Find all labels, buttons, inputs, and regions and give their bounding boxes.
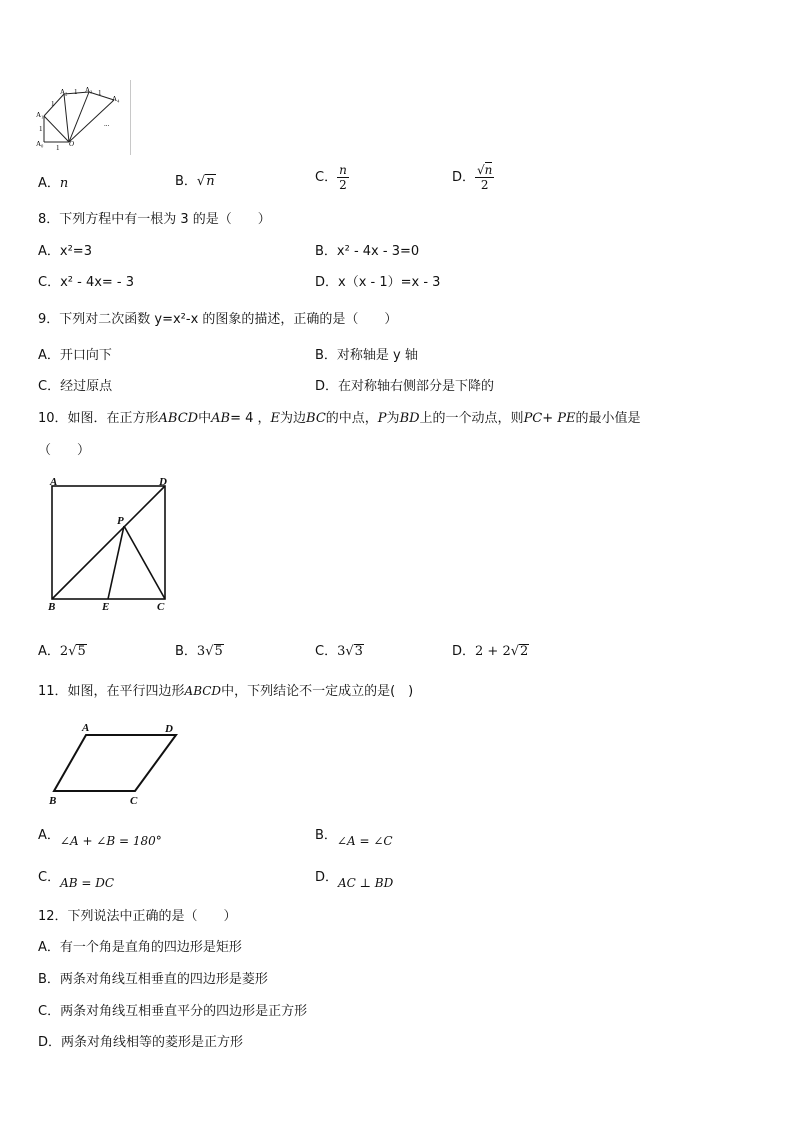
q10-stem-math: BC <box>306 411 326 426</box>
q10-stem-part: 10．如图．在正方形 <box>38 411 159 426</box>
q10-stem-part: 为 <box>386 411 400 426</box>
q10-option-a-sqrt: √ 5 <box>68 643 86 659</box>
q10-stem-math: E <box>270 411 281 426</box>
q10-option-c-radicand: 3 <box>354 643 363 659</box>
q11-option-d-expr: AC ⊥ BD <box>338 876 394 890</box>
q7-option-c-fraction <box>337 164 349 191</box>
q11-stem-before: 11．如图，在平行四边形 <box>38 684 185 699</box>
q7-option-d-den: 2 <box>480 178 489 192</box>
q11-option-b-expr: ∠A = ∠C <box>336 834 393 848</box>
q10-option-b-radicand: 5 <box>214 643 223 659</box>
q10-stem-math: PE <box>557 411 576 426</box>
q10-stem-math: ABCD <box>158 411 199 426</box>
q9-option-d: D．在对称轴右侧部分是下降的 <box>315 379 495 394</box>
q7-label-a4: A₄ <box>112 95 120 103</box>
q10-option-a-radicand: 5 <box>77 643 86 659</box>
q7-option-b <box>175 170 216 189</box>
q7-option-c-letter: C． <box>315 170 338 185</box>
q10-option-d-sqrt: √ 2 <box>510 643 529 659</box>
q10-option-a <box>38 640 87 659</box>
q11-stem-after: 中，下列结论不一定成立的是( ) <box>221 684 414 699</box>
q11-option-b <box>315 824 393 848</box>
q11-option-c-expr: AB = DC <box>60 876 115 890</box>
q7-option-c <box>315 164 349 191</box>
q9-stem: 9．下列对二次函数 y=x²-x 的图象的描述，正确的是（ ） <box>38 312 398 327</box>
q11-label-d: D <box>165 723 173 735</box>
q10-option-b-sqrt: √ 5 <box>205 643 223 659</box>
q7-label-1c: 1 <box>51 100 55 108</box>
q10-stem <box>38 407 641 426</box>
q11-option-c <box>38 866 115 890</box>
q7-label-1d: 1 <box>74 88 78 96</box>
q11-stem <box>38 680 413 699</box>
q12-option-c: C．两条对角线互相垂直平分的四边形是正方形 <box>38 1004 308 1019</box>
q8-option-a: A．x²=3 <box>38 244 92 259</box>
q10-option-c-letter: C． <box>315 644 338 659</box>
q10-stem-part: 的中点， <box>325 411 378 426</box>
q8-option-b: B．x² - 4x - 3=0 <box>315 244 420 259</box>
q10-option-a-letter: A． <box>38 644 60 659</box>
q7-label-a0: A₀ <box>36 140 44 148</box>
q10-option-b <box>175 640 224 659</box>
q10-stem-part: 的最小值是 <box>575 411 641 426</box>
q9-option-b: B．对称轴是 y 轴 <box>315 348 418 363</box>
q10-stem-part: 中 <box>198 411 212 426</box>
q10-option-c-sqrt: √ 3 <box>345 643 363 659</box>
q7-option-b-radicand: n <box>206 173 215 189</box>
q7-option-a-expr: n <box>59 176 69 191</box>
q10-label-a: A <box>50 476 58 488</box>
q10-option-d <box>452 640 529 659</box>
q7-option-b-letter: B． <box>175 174 197 189</box>
q11-option-d <box>315 866 394 890</box>
q11-option-d-letter: D． <box>315 870 339 885</box>
q10-label-c: C <box>157 601 165 613</box>
q7-option-c-num: n <box>339 163 347 177</box>
q11-label-b: B <box>49 795 57 807</box>
q11-option-a <box>38 824 162 848</box>
q10-label-e: E <box>102 601 110 613</box>
q10-stem-part: + <box>542 411 558 426</box>
q7-label-a1: A₁ <box>36 111 44 119</box>
q10-stem-part: = 4 ， <box>230 411 271 426</box>
q10-option-d-letter: D． <box>452 644 476 659</box>
q10-label-p: P <box>117 515 124 527</box>
q7-option-d <box>452 164 494 191</box>
q12-option-b: B．两条对角线互相垂直的四边形是菱形 <box>38 972 268 987</box>
q7-figure-divider <box>130 80 131 155</box>
q10-stem-math: P <box>377 411 387 426</box>
q10-option-c-coef: 3 <box>337 644 346 659</box>
q11-label-c: C <box>130 795 138 807</box>
q11-label-a: A <box>82 722 90 734</box>
q9-option-c: C．经过原点 <box>38 379 113 394</box>
q10-stem-part: 上的一个动点，则 <box>419 411 524 426</box>
q10-stem-math: BD <box>399 411 420 426</box>
q7-option-d-radicand: n <box>484 163 493 177</box>
q10-option-c <box>315 640 364 659</box>
q11-stem-math: ABCD <box>184 684 222 698</box>
q11-option-a-letter: A． <box>38 828 60 843</box>
q11-option-a-expr: ∠A + ∠B = 180° <box>59 834 162 848</box>
q7-option-d-fraction <box>475 164 494 191</box>
q10-stem-math: AB <box>211 411 231 426</box>
q10-option-b-coef: 3 <box>196 644 206 659</box>
q11-figure <box>44 718 184 810</box>
q12-option-d: D．两条对角线相等的菱形是正方形 <box>38 1035 244 1050</box>
q7-figure <box>34 84 130 152</box>
q7-label-o: O <box>69 140 75 148</box>
q7-label-1e: 1 <box>98 89 102 97</box>
q7-label-dots: ... <box>104 120 110 128</box>
q9-option-a: A．开口向下 <box>38 348 112 363</box>
q7-label-1b: 1 <box>56 144 60 152</box>
q10-option-d-coef: 2 + 2 <box>475 644 511 659</box>
q8-option-d: D．x（x - 1）=x - 3 <box>315 275 441 290</box>
q11-option-b-letter: B． <box>315 828 337 843</box>
q8-option-c: C．x² - 4x= - 3 <box>38 275 135 290</box>
q7-label-1a: 1 <box>39 125 43 133</box>
q10-stem-math: PC <box>523 411 543 426</box>
q7-option-a-letter: A． <box>38 176 60 191</box>
q10-option-d-radicand: 2 <box>520 643 529 659</box>
q10-option-a-coef: 2 <box>59 644 69 659</box>
q10-label-d: D <box>159 476 167 488</box>
q10-stem-part: 为边 <box>280 411 307 426</box>
q7-option-d-letter: D． <box>452 170 476 185</box>
q7-label-a2: A₂ <box>60 88 68 96</box>
q8-stem: 8．下列方程中有一根为 3 的是（ ） <box>38 212 271 227</box>
q7-option-a <box>38 172 68 191</box>
q11-option-c-letter: C． <box>38 870 61 885</box>
q12-stem: 12．下列说法中正确的是（ ） <box>38 909 237 924</box>
q7-option-d-num: √n <box>477 163 493 177</box>
q10-option-b-letter: B． <box>175 644 197 659</box>
q12-option-a: A．有一个角是直角的四边形是矩形 <box>38 940 242 955</box>
q7-label-a3: A₃ <box>85 86 93 94</box>
q10-figure <box>44 474 174 614</box>
q7-option-b-sqrt: √ n <box>196 173 215 189</box>
q10-paren: （ ） <box>38 443 91 458</box>
q10-label-b: B <box>48 601 56 613</box>
q7-option-c-den: 2 <box>339 178 347 192</box>
